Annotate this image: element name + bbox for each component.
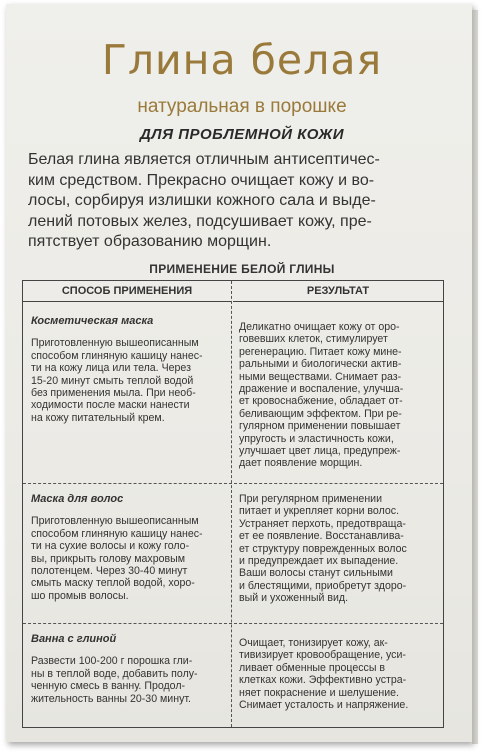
result-line: питает и укрепляет корни волос. — [239, 505, 400, 518]
result-line: говевших клеток, стимулирует — [239, 333, 388, 346]
table-row-result — [239, 493, 437, 605]
product-subtitle: натуральная в порошке — [137, 96, 347, 117]
result-line: ливает обменные процессы в — [239, 661, 386, 674]
table-row-result — [239, 637, 437, 711]
method-line: способом глиняную кашицу нанес- — [31, 349, 203, 362]
row-divider — [23, 483, 443, 484]
result-line: ральными и биологически актив- — [239, 358, 402, 371]
result-line: ет кровоснабжение, обладает от- — [239, 395, 403, 408]
result-line: клетках кожи. Эффективно устра- — [239, 674, 407, 687]
method-line: полотенцем. Через 30-40 минут — [31, 565, 188, 578]
result-line: тивизирует кровообращение, уси- — [239, 649, 406, 662]
column-header-method: СПОСОБ ПРИМЕНЕНИЯ — [23, 281, 231, 302]
result-line: Устраняет перхоть, предотвраща- — [239, 517, 406, 530]
usage-name: Маска для волос — [31, 493, 124, 505]
description-line: лосы, сорбируя излишки кожного сала и выде- — [28, 192, 376, 209]
method-line: смыть маску теплой водой, хоро- — [31, 577, 195, 590]
method-line: без применения мыла. При необ- — [31, 387, 196, 400]
method-line: вы, прикрыть голову махровым — [31, 552, 186, 565]
method-line: ходимости после маски нанести — [31, 399, 190, 412]
method-line: на кожу питательный крем. — [31, 411, 165, 424]
method-line: Приготовленную вышеописанным — [31, 337, 199, 350]
method-line: ны в теплой воде, добавить полу- — [31, 667, 198, 680]
result-line: При регулярном применении — [239, 493, 383, 505]
result-line: няет покраснение и шелушение. — [239, 686, 399, 699]
column-divider — [231, 281, 232, 727]
result-line: беливающим эффектом. При ре- — [239, 407, 402, 420]
method-line: ти на кожу лица или тела. Через — [31, 362, 191, 375]
method-line: Развести 100-200 г порошка гли- — [31, 655, 193, 668]
description-line: лений потовых желез, подсушивает кожу, пре- — [28, 212, 372, 230]
usage-table — [22, 280, 444, 728]
result-line: ет ее появление. Восстанавлива- — [239, 530, 404, 543]
table-row-method — [31, 493, 227, 602]
description-line: ким средством. Прекрасно очищает кожу и во- — [28, 171, 375, 189]
method-line: способом глиняную кашицу нанес- — [31, 527, 203, 540]
usage-name: Ванна с глиной — [31, 633, 117, 645]
result-line: ными веществами. Снимает раз- — [239, 370, 402, 383]
method-line: шо промыв волосы. — [31, 589, 129, 602]
method-line: Приготовленную вышеописанным — [31, 515, 199, 528]
result-line: вый и ухоженный вид. — [239, 592, 349, 605]
table-row-method — [31, 315, 227, 424]
skin-type-label: ДЛЯ ПРОБЛЕМНОЙ КОЖИ — [139, 126, 345, 143]
product-title: Глина белая — [101, 36, 383, 84]
result-line: дает появление морщин. — [239, 457, 363, 470]
column-header-result: РЕЗУЛЬТАТ — [233, 281, 443, 302]
usage-name: Косметическая маска — [31, 315, 154, 327]
result-line: ет структуру поврежденных волос — [239, 542, 407, 555]
method-line: жительность ванны 20-30 минут. — [31, 692, 191, 705]
result-line: Деликатно очищает кожу от оро- — [239, 321, 400, 333]
result-line: и блестящими, приобретут здоро- — [239, 579, 407, 592]
method-line: 15-20 минут смыть теплой водой — [31, 374, 194, 387]
method-line: ти на сухие волосы и кожу голо- — [31, 540, 190, 553]
result-line: Очищает, тонизирует кожу, ак- — [239, 637, 388, 649]
result-line: и предупреждает их выпадение. — [239, 555, 399, 568]
result-line: дражение и воспаление, улучша- — [239, 383, 404, 396]
result-line: Снимает усталость и напряжение. — [239, 699, 409, 712]
table-row-result — [239, 321, 437, 470]
result-line: Ваши волосы станут сильными — [239, 567, 393, 580]
result-line: гулярном применении повышает — [239, 420, 401, 433]
result-line: упругость и эластичность кожи, — [239, 432, 394, 445]
result-line: регенерацию. Питает кожу мине- — [239, 345, 402, 358]
table-row-method — [31, 633, 227, 705]
usage-table-heading: ПРИМЕНЕНИЕ БЕЛОЙ ГЛИНЫ — [149, 262, 335, 276]
product-description — [28, 150, 448, 253]
method-line: ченную смесь в ванну. Продол- — [31, 680, 186, 693]
row-divider — [23, 623, 443, 624]
description-line: Белая глина является отличным антисептичес- — [28, 151, 380, 168]
description-line: пятствует образованию морщин. — [28, 233, 272, 250]
result-line: улучшает цвет лица, предупреж- — [239, 445, 401, 458]
